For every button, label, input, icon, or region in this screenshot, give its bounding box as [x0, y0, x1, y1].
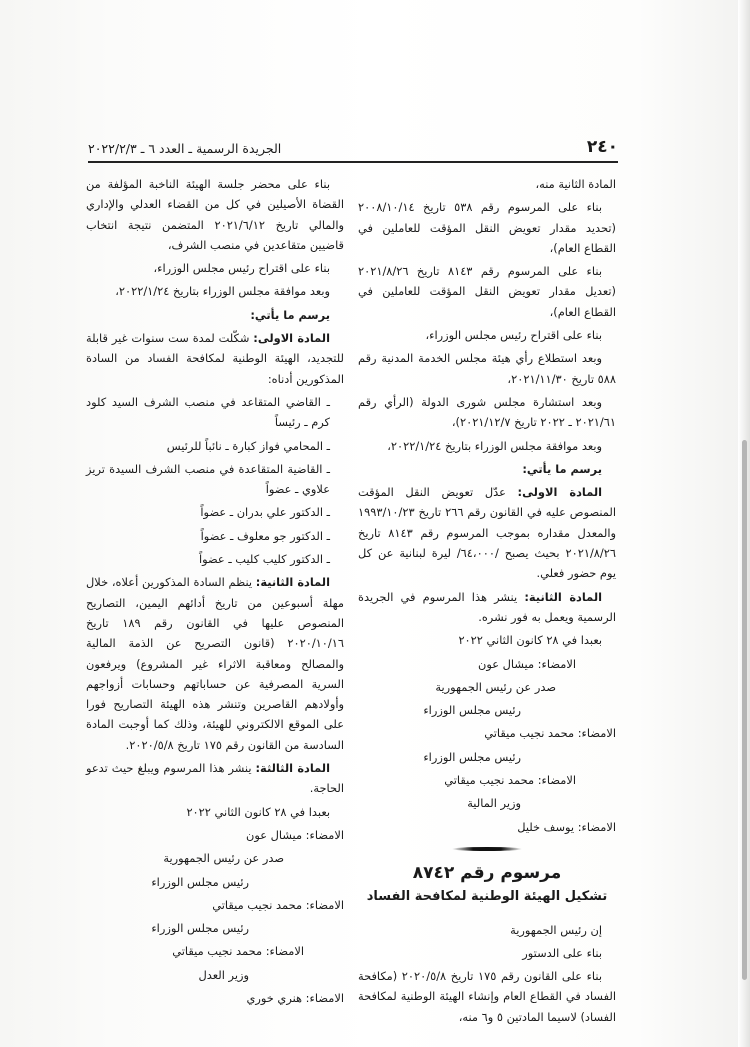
paragraph: المادة الثانية منه،	[535, 177, 616, 191]
article-2	[358, 587, 616, 628]
paragraph: بناء على اقتراح رئيس مجلس الوزراء،	[153, 261, 330, 276]
paragraph: بناء على الدستور	[522, 945, 602, 960]
signatory-title: وزير العدل	[198, 967, 249, 982]
signature: الامضاء: ميشال عون	[245, 827, 344, 842]
paragraph: بناء على محضر جلسة الهيئة الناخبة المؤلفة من القضاة الأصيلين في كل من القضاء العدلي والإداري والمالي تاريخ ٢٠٢١/٦/١٢ المتضمن نتيجة انتخاب قاضيين متقاعدين في منصب الشرف،	[86, 177, 345, 252]
list-item: ـ القاضية المتقاعدة في منصب الشرف السيدة تريز علاوي ـ عضواً	[86, 461, 330, 497]
members-list	[86, 392, 344, 569]
left-column	[86, 174, 344, 1011]
signatory-title: رئيس مجلس الوزراء	[151, 874, 249, 889]
article-text: ينظم السادة المذكورين أعلاه، خلال مهلة أسبوعين من تاريخ أدائهم اليمين، التصاريح المنصوص عليها في القانون رقم ١٨٩ تاريخ ٢٠٢٠/١٠/١٦ (قانون التصريح عن الذمة المالية والمصالح ومعاقبة الاثراء غير المشروع) ويرفعون السرية المصرفية عن حساباتهم وحسابات أزواجهم وأولادهم القاصرين وتنشر هذه الهيئة التصاريح فورا على الموقع الالكتروني للهيئة، وذلك كما أوجبت المادة السادسة من القانون رقم ١٧٥ تاريخ ٢٠٢٠/٥/٨.	[86, 575, 344, 752]
article-text: ينشر هذا المرسوم ويبلغ حيث تدعو الحاجة.	[86, 761, 344, 796]
right-column	[358, 174, 616, 1030]
signatory-title: رئيس مجلس الوزراء	[151, 921, 249, 936]
signature: الامضاء: محمد نجيب ميقاتي	[172, 944, 304, 959]
date-line: بعبدا في ٢٨ كانون الثاني ٢٠٢٢	[458, 633, 602, 648]
signatory-title: رئيس مجلس الوزراء	[423, 703, 521, 718]
paragraph: بناء على المرسوم رقم ٥٣٨ تاريخ ٢٠٠٨/١٠/١٤ (تحديد مقدار تعويض النقل المؤقت للعاملين في القطاع العام)،	[358, 200, 616, 255]
paragraph: وبعد استشارة مجلس شورى الدولة (الرأي رقم ٢٠٢١/٦١ ـ ٢٠٢٢ تاريخ ٢٠٢١/١٢/٧)،	[358, 394, 616, 430]
signature: الامضاء: محمد نجيب ميقاتي	[444, 773, 576, 788]
article-text: ينشر هذا المرسوم في الجريدة الرسمية ويعمل به فور نشره.	[358, 589, 616, 624]
paragraph: وبعد موافقة مجلس الوزراء بتاريخ ٢٠٢٢/١/٢٤،	[387, 438, 602, 453]
list-item: ـ المحامي فواز كبارة ـ نائباً للرئيس	[166, 438, 330, 453]
article-label: المادة الثالثة:	[255, 761, 330, 776]
article-3	[86, 758, 344, 799]
scrollbar[interactable]	[742, 440, 747, 980]
section-divider	[452, 847, 522, 851]
signature: الامضاء: محمد نجيب ميقاتي	[212, 897, 344, 912]
list-item: ـ القاضي المتقاعد في منصب الشرف السيد كلود كرم ـ رئيساً	[86, 394, 330, 430]
article-2	[86, 572, 344, 755]
list-item: ـ الدكتور جو معلوف ـ عضواً	[200, 528, 330, 543]
article-text: عدّل تعويض النقل المؤقت المنصوص عليه في القانون رقم ٢٦٦ تاريخ ١٩٩٣/١٠/٢٣ والمعدل مقداره بموجب المرسوم رقم ٨١٤٣ تاريخ ٢٠٢١/٨/٢٦ بحيث يصبح /٦٤،٠٠٠/ ليرة لبنانية عن كل يوم حضور فعلي.	[358, 485, 617, 581]
publication-title: الجريدة الرسمية ـ العدد ٦ ـ ٢٠٢٢/٢/٣	[88, 141, 282, 156]
paragraph: يرسم ما يأتي:	[522, 461, 602, 476]
page-number: ٢٤٠	[586, 137, 618, 157]
article-text: شكّلت لمدة ست سنوات غير قابلة للتجديد، الهيئة الوطنية لمكافحة الفساد من السادة المذكورين أدناه:	[86, 331, 344, 386]
list-item: ـ الدكتور علي بدران ـ عضواً	[200, 505, 330, 520]
article-label: المادة الاولى:	[253, 331, 330, 346]
signature: الامضاء: ميشال عون	[477, 656, 576, 671]
issued-by: صدر عن رئيس الجمهورية	[163, 851, 284, 866]
article-label: المادة الثانية:	[255, 575, 330, 590]
signature: الامضاء: محمد نجيب ميقاتي	[484, 726, 616, 741]
decree-subtitle: تشكيل الهيئة الوطنية لمكافحة الفساد	[366, 889, 608, 905]
paragraph: بناء على القانون رقم ١٧٥ تاريخ ٢٠٢٠/٥/٨ (مكافحة الفساد في القطاع العام وإنشاء الهيئة الوطنية لمكافحة الفساد) لاسيما المادتين ٥ و٦ منه،	[358, 969, 616, 1024]
paragraph: يرسم ما يأتي:	[250, 307, 330, 322]
paragraph: إن رئيس الجمهورية	[510, 922, 602, 937]
list-item: ـ الدكتور كليب كليب ـ عضواً	[199, 552, 330, 567]
paragraph: بناء على اقتراح رئيس مجلس الوزراء،	[425, 328, 602, 343]
issued-by: صدر عن رئيس الجمهورية	[435, 679, 556, 694]
paragraph: وبعد موافقة مجلس الوزراء بتاريخ ٢٠٢٢/١/٢٤،	[115, 284, 330, 299]
page-header	[88, 139, 618, 163]
article-1	[358, 482, 616, 583]
article-label: المادة الثانية:	[524, 589, 602, 604]
decree-title: مرسوم رقم ٨٧٤٢	[412, 862, 562, 883]
article-label: المادة الاولى:	[517, 485, 603, 500]
paragraph: بناء على المرسوم رقم ٨١٤٣ تاريخ ٢٠٢١/٨/٢٦ (تعديل مقدار تعويض النقل المؤقت للعاملين في القطاع العام)،	[358, 264, 616, 319]
signature: الامضاء: يوسف خليل	[517, 819, 616, 834]
article-1	[86, 328, 344, 389]
signature: الامضاء: هنري خوري	[246, 990, 344, 1005]
signatory-title: رئيس مجلس الوزراء	[423, 749, 521, 764]
signatory-title: وزير المالية	[467, 796, 521, 811]
paragraph: وبعد استطلاع رأي هيئة مجلس الخدمة المدنية رقم ٥٨٨ تاريخ ٢٠٢١/١١/٣٠،	[358, 351, 616, 386]
date-line: بعبدا في ٢٨ كانون الثاني ٢٠٢٢	[186, 804, 330, 819]
